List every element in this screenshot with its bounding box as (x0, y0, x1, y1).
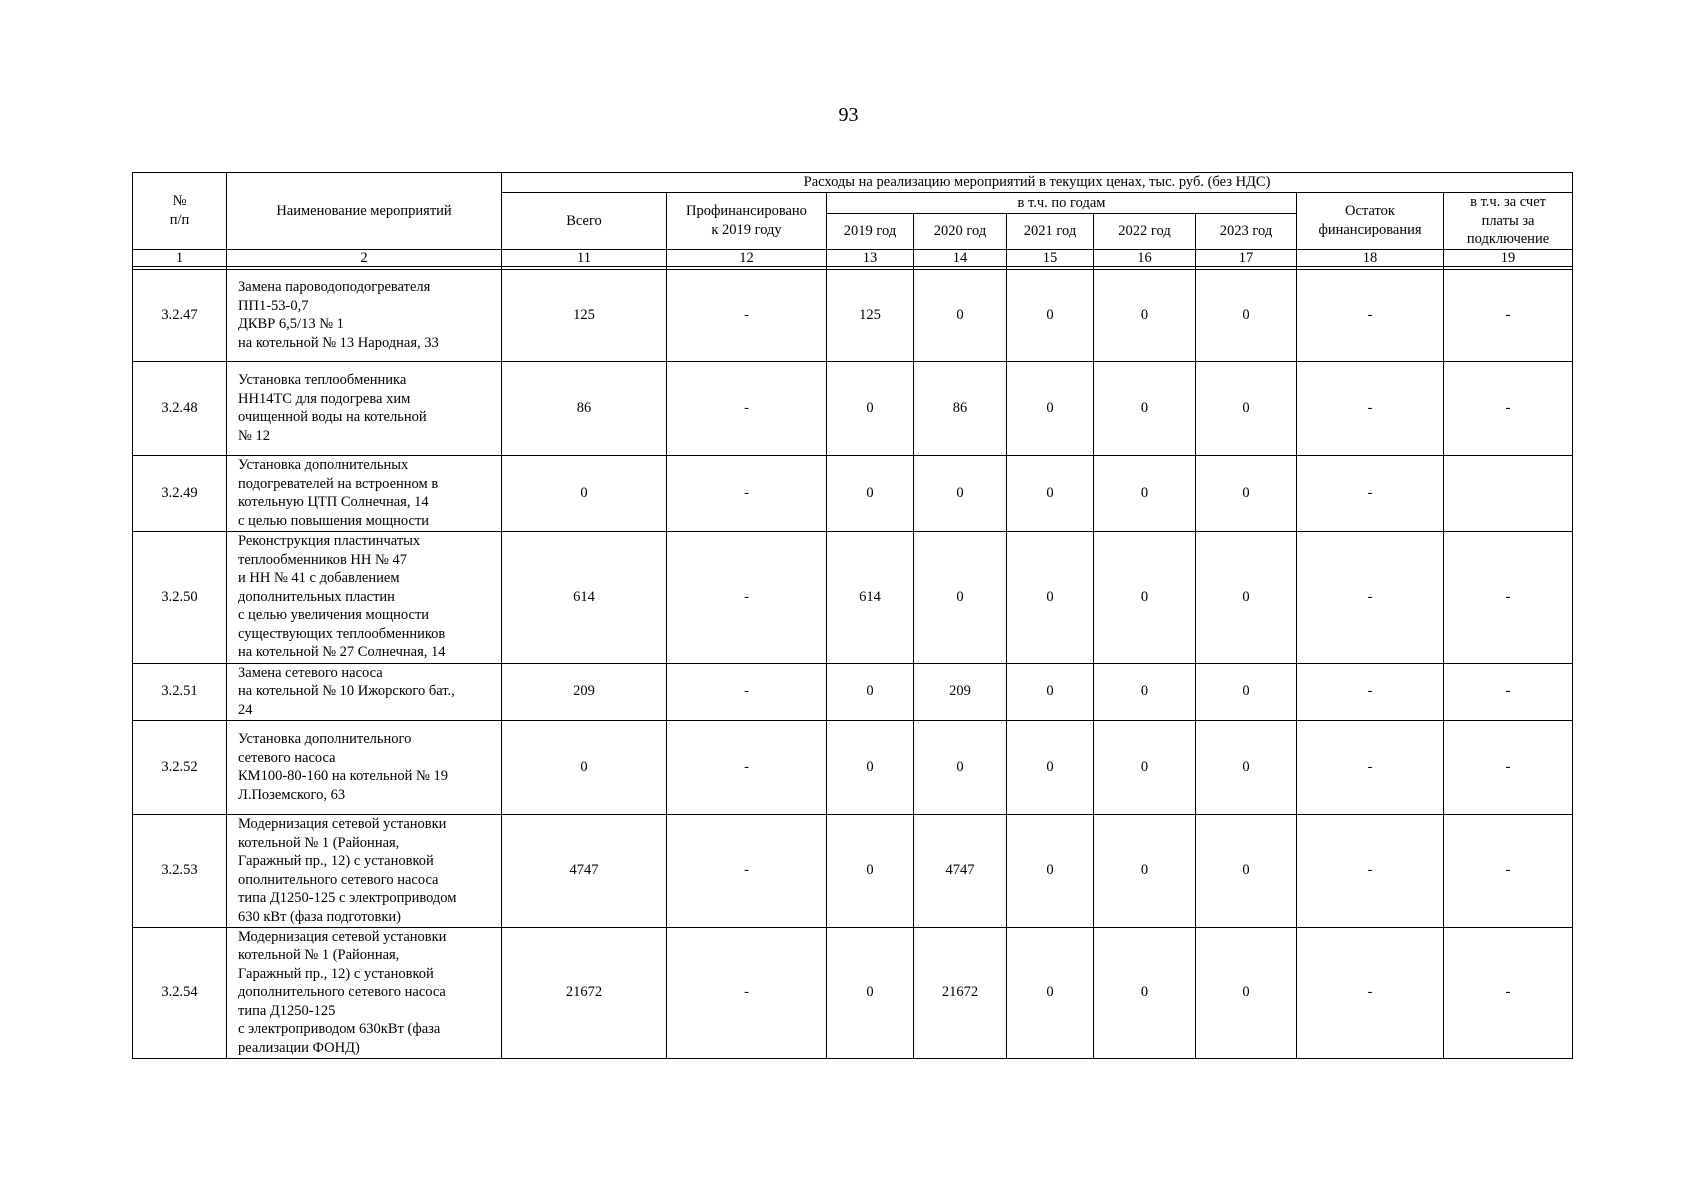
column-numbers-row (133, 249, 1573, 266)
column-number: 12 (667, 249, 827, 266)
row-2020: 21672 (914, 927, 1007, 1058)
row-2021: 0 (1007, 269, 1094, 361)
row-2021: 0 (1007, 720, 1094, 814)
row-total: 86 (502, 361, 667, 455)
row-num: 3.2.47 (133, 269, 227, 361)
row-remainder: - (1297, 361, 1444, 455)
column-number: 18 (1297, 249, 1444, 266)
row-connection-fee: - (1444, 531, 1573, 663)
table-row (133, 663, 1573, 720)
row-2020: 4747 (914, 814, 1007, 927)
column-number: 1 (133, 249, 227, 266)
row-2019: 125 (827, 269, 914, 361)
row-remainder: - (1297, 663, 1444, 720)
table-row (133, 455, 1573, 531)
row-financed: - (667, 927, 827, 1058)
column-number: 15 (1007, 249, 1094, 266)
row-2019: 614 (827, 531, 914, 663)
header-financed: Профинансировано к 2019 году (667, 193, 827, 250)
row-remainder: - (1297, 531, 1444, 663)
row-financed: - (667, 361, 827, 455)
table-row (133, 720, 1573, 814)
row-financed: - (667, 531, 827, 663)
row-name: Замена пароводоподогревателя ПП1-53-0,7 ДКВР 6,5/13 № 1 на котельной № 13 Народная, 33 (227, 269, 502, 361)
row-2021: 0 (1007, 814, 1094, 927)
table-row (133, 361, 1573, 455)
header-num: № п/п (133, 173, 227, 250)
row-2023: 0 (1196, 361, 1297, 455)
row-total: 614 (502, 531, 667, 663)
row-2022: 0 (1094, 455, 1196, 531)
row-name: Модернизация сетевой установки котельной № 1 (Районная, Гаражный пр., 12) с установкой ополнительного сетевого насоса типа Д1250-125 с электроприводом 630 кВт (фаза подготовки) (227, 814, 502, 927)
header-expenses: Расходы на реализацию мероприятий в текущих ценах, тыс. руб. (без НДС) (502, 173, 1573, 193)
header-year-2020: 2020 год (914, 213, 1007, 249)
table-body (133, 266, 1573, 1058)
header-year-2023: 2023 год (1196, 213, 1297, 249)
row-remainder: - (1297, 720, 1444, 814)
row-2020: 0 (914, 531, 1007, 663)
row-2019: 0 (827, 455, 914, 531)
row-connection-fee: - (1444, 361, 1573, 455)
row-remainder: - (1297, 927, 1444, 1058)
header-remainder: Остаток финансирования (1297, 193, 1444, 250)
header-total: Всего (502, 193, 667, 250)
row-2022: 0 (1094, 927, 1196, 1058)
row-total: 125 (502, 269, 667, 361)
row-remainder: - (1297, 814, 1444, 927)
row-2021: 0 (1007, 663, 1094, 720)
table-header (133, 173, 1573, 267)
row-num: 3.2.53 (133, 814, 227, 927)
column-number: 19 (1444, 249, 1573, 266)
row-2020: 0 (914, 720, 1007, 814)
header-year-2021: 2021 год (1007, 213, 1094, 249)
header-connection-fee: в т.ч. за счет платы за подключение (1444, 193, 1573, 250)
row-total: 0 (502, 720, 667, 814)
row-total: 21672 (502, 927, 667, 1058)
row-num: 3.2.49 (133, 455, 227, 531)
row-2020: 0 (914, 455, 1007, 531)
row-remainder: - (1297, 269, 1444, 361)
row-2022: 0 (1094, 531, 1196, 663)
column-number: 16 (1094, 249, 1196, 266)
row-2023: 0 (1196, 455, 1297, 531)
row-2023: 0 (1196, 663, 1297, 720)
row-num: 3.2.54 (133, 927, 227, 1058)
row-financed: - (667, 663, 827, 720)
row-2021: 0 (1007, 455, 1094, 531)
header-year-2022: 2022 год (1094, 213, 1196, 249)
row-financed: - (667, 269, 827, 361)
row-2023: 0 (1196, 531, 1297, 663)
column-number: 17 (1196, 249, 1297, 266)
row-num: 3.2.51 (133, 663, 227, 720)
row-name: Установка дополнительных подогревателей на встроенном в котельную ЦТП Солнечная, 14 с целью повышения мощности (227, 455, 502, 531)
row-2019: 0 (827, 361, 914, 455)
row-2023: 0 (1196, 720, 1297, 814)
row-2023: 0 (1196, 269, 1297, 361)
row-2020: 0 (914, 269, 1007, 361)
row-2020: 86 (914, 361, 1007, 455)
table-row (133, 814, 1573, 927)
row-2022: 0 (1094, 720, 1196, 814)
row-financed: - (667, 455, 827, 531)
row-name: Установка дополнительного сетевого насоса КМ100-80-160 на котельной № 19 Л.Поземского, 63 (227, 720, 502, 814)
row-num: 3.2.48 (133, 361, 227, 455)
column-number: 13 (827, 249, 914, 266)
row-2019: 0 (827, 663, 914, 720)
row-2019: 0 (827, 814, 914, 927)
investment-program-table (132, 172, 1573, 1059)
table-row (133, 927, 1573, 1058)
row-2023: 0 (1196, 927, 1297, 1058)
row-connection-fee: - (1444, 720, 1573, 814)
row-name: Реконструкция пластинчатых теплообменников НН № 47 и НН № 41 с добавлением дополнительных пластин с целью увеличения мощности существующих теплообменников на котельной № 27 Солнечная, 14 (227, 531, 502, 663)
column-number: 14 (914, 249, 1007, 266)
row-total: 0 (502, 455, 667, 531)
table-row (133, 269, 1573, 361)
row-2022: 0 (1094, 361, 1196, 455)
row-2021: 0 (1007, 531, 1094, 663)
column-number: 11 (502, 249, 667, 266)
column-number: 2 (227, 249, 502, 266)
row-financed: - (667, 720, 827, 814)
row-connection-fee: - (1444, 663, 1573, 720)
row-2019: 0 (827, 927, 914, 1058)
header-name: Наименование мероприятий (227, 173, 502, 250)
row-connection-fee (1444, 455, 1573, 531)
row-name: Модернизация сетевой установки котельной № 1 (Районная, Гаражный пр., 12) с установкой дополнительного сетевого насоса типа Д1250-125 с электроприводом 630кВт (фаза реализации ФОНД) (227, 927, 502, 1058)
header-by-years: в т.ч. по годам (827, 193, 1297, 214)
row-connection-fee: - (1444, 927, 1573, 1058)
row-2023: 0 (1196, 814, 1297, 927)
row-2022: 0 (1094, 663, 1196, 720)
row-financed: - (667, 814, 827, 927)
row-total: 4747 (502, 814, 667, 927)
row-2021: 0 (1007, 927, 1094, 1058)
row-2022: 0 (1094, 269, 1196, 361)
row-remainder: - (1297, 455, 1444, 531)
page-number: 93 (838, 104, 859, 126)
row-total: 209 (502, 663, 667, 720)
table-row (133, 531, 1573, 663)
row-connection-fee: - (1444, 814, 1573, 927)
row-name: Замена сетевого насоса на котельной № 10 Ижорского бат., 24 (227, 663, 502, 720)
row-2021: 0 (1007, 361, 1094, 455)
row-connection-fee: - (1444, 269, 1573, 361)
row-2019: 0 (827, 720, 914, 814)
row-num: 3.2.50 (133, 531, 227, 663)
row-name: Установка теплообменника НН14ТС для подогрева хим очищенной воды на котельной № 12 (227, 361, 502, 455)
row-2020: 209 (914, 663, 1007, 720)
row-2022: 0 (1094, 814, 1196, 927)
row-num: 3.2.52 (133, 720, 227, 814)
header-year-2019: 2019 год (827, 213, 914, 249)
